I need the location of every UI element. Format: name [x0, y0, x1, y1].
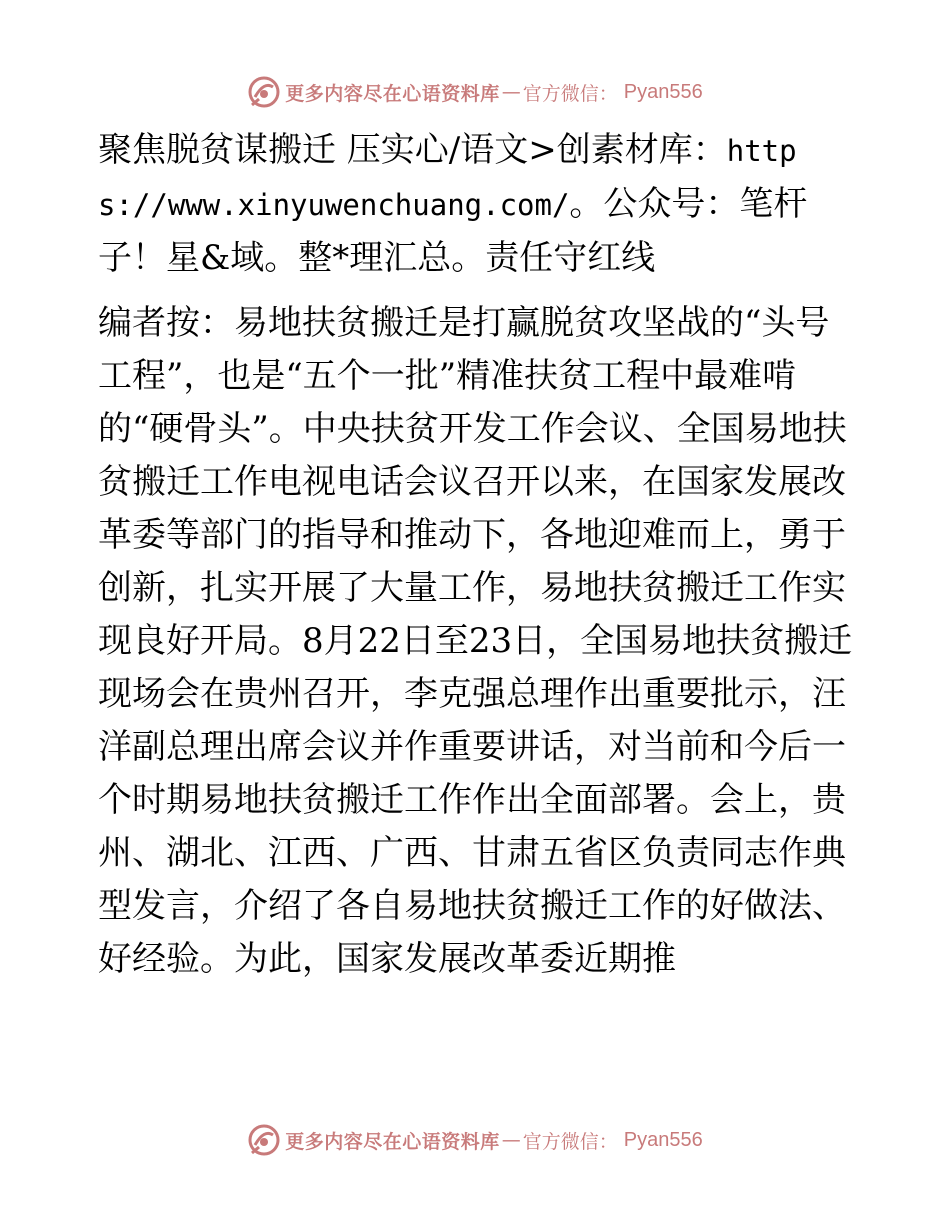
- footer-watermark-banner: [0, 1120, 950, 1160]
- heading-url: https://www.xinyuwenchuang.com/: [98, 134, 797, 222]
- brand-logo-icon: [247, 75, 281, 109]
- banner-wechat-id: Pyan556: [623, 80, 703, 103]
- document-body: [98, 124, 858, 986]
- banner-wechat-label: 官方微信：: [522, 82, 618, 105]
- banner-wechat-id: Pyan556: [623, 1128, 703, 1151]
- header-watermark-banner: [0, 72, 950, 112]
- banner-dash: —: [501, 1129, 521, 1151]
- banner-dash: —: [501, 81, 521, 103]
- banner-brand-text: 更多内容尽在心语资料库: [285, 82, 500, 105]
- banner-wechat-label: 官方微信：: [522, 1130, 618, 1153]
- heading-text-part2: 。公众号：笔杆子！星&域。整*理汇总。责任守红线: [98, 184, 808, 278]
- editor-note-paragraph: 编者按：易地扶贫搬迁是打赢脱贫攻坚战的“头号工程”，也是“五个一批”精准扶贫工程中最难啃的“硬骨头”。中央扶贫开发工作会议、全国易地扶贫搬迁工作电视电话会议召开以来，在国家发展改革委等部门的指导和推动下，各地迎难而上，勇于创新，扎实开展了大量工作，易地扶贫搬迁工作实现良好开局。8月22日至23日，全国易地扶贫搬迁现场会在贵州召开，李克强总理作出重要批示，汪洋副总理出席会议并作重要讲话，对当前和今后一个时期易地扶贫搬迁工作作出全面部署。会上，贵州、湖北、江西、广西、甘肃五省区负责同志作典型发言，介绍了各自易地扶贫搬迁工作的好做法、好经验。为此，国家发展改革委近期推: [98, 303, 853, 979]
- document-heading: [98, 124, 858, 285]
- heading-text-part1: 聚焦脱贫谋搬迁 压实心/语文>创素材库：: [98, 130, 727, 170]
- brand-logo-icon: [247, 1123, 281, 1157]
- banner-brand-text: 更多内容尽在心语资料库: [285, 1130, 500, 1153]
